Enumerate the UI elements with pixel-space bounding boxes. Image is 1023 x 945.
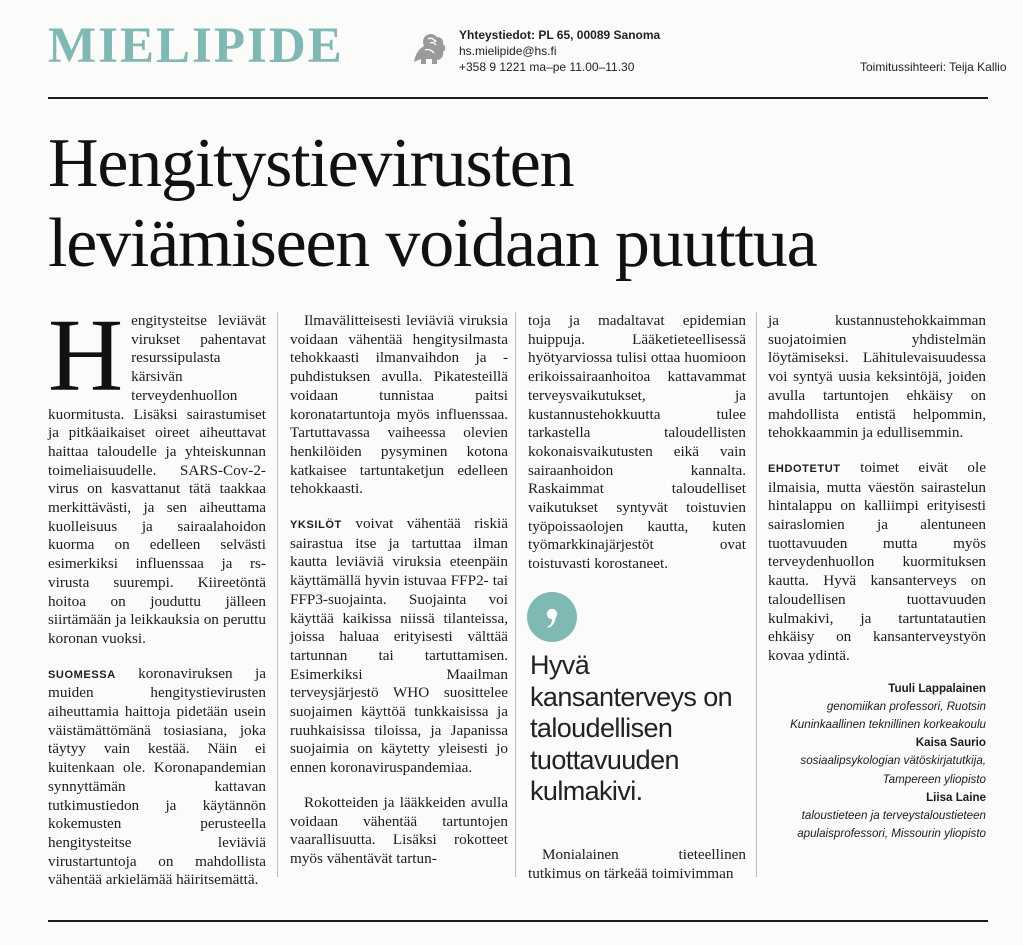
headline-line-2: leviämiseen voidaan puuttua <box>48 205 817 282</box>
paragraph: Ilmavälitteisesti leviäviä viruksia voidaan vähentää hengitysilmasta tehokkaasti ilmanvaihdon ja -puhdistuksen avulla. Pikatesteillä voidaan tunnistaa paitsi koronatartuntoja myös influenssaa. Tartuttavassa vaiheessa olevien henkilöiden pysyminen kotona katkaisee tartuntaketjun edelleen tehokkaasti. <box>290 312 508 498</box>
paragraph <box>290 515 508 778</box>
headline-line-1: Hengitystievirusten <box>48 125 574 202</box>
contact-email[interactable]: hs.mielipide@hs.fi <box>459 44 557 58</box>
contact-address: Yhteystiedot: PL 65, 00089 Sanoma <box>459 28 661 42</box>
bottom-divider <box>48 920 988 922</box>
column-2 <box>290 312 508 885</box>
column-divider <box>756 312 757 877</box>
signature-name: Liisa Laine <box>926 790 986 804</box>
signature-title: taloustieteen ja terveystaloustieteen apulaisprofessori, Missourin yliopisto <box>797 809 986 841</box>
top-divider <box>48 97 988 99</box>
paragraph-text: engitysteitse leviävät virukset pahentavat resurssipulasta kärsivän terveydenhuollon kuormitusta. Lisäksi sairastumiset ja pitkäaikaiset oireet aiheuttavat haittaa taloudelle ja yhteiskunnan toimeliaisuudelle. SARS-Cov-2-virus on kasvattanut tätä taakkaa merkittävästi, ja sen aiheuttama kuolleisuus ja sairaalahoidon kuorma on edelleen selvästi esimerkiksi influenssaa ja rs-virusta suurempi. Kiireetöntä hoitoa on jouduttu jälleen siirtämään ja leikkauksia on peruttu koronan vuoksi. <box>48 312 266 647</box>
paragraph: Monialainen tieteellinen tutkimus on tärkeää toimivimman <box>528 846 746 882</box>
lion-emblem-icon <box>408 28 450 70</box>
paragraph <box>768 459 986 666</box>
column-1 <box>48 298 266 906</box>
contact-info <box>459 27 660 75</box>
column-4 <box>768 312 986 843</box>
drop-cap: H <box>48 298 124 413</box>
lead-in: YKSILÖT <box>290 519 342 532</box>
signatures <box>768 680 986 844</box>
editor-credit: Toimitussihteeri: Teija Kallio <box>860 60 1007 74</box>
column-divider <box>277 312 278 877</box>
paragraph-text: voivat vähentää riskiä sairastua itse ja tartuttaa ilman kautta leviäviä viruksia eteenpäin käyttämällä hyvin istuvaa FFP2- tai FFP3-suojainta. Suojainta voi käyttää kaikissa niissä tilanteissa, joissa haluaa erityisesti välttää tartunnan tai tartuttamisen. Esimerkiksi Maailman terveysjärjestö WHO suosittelee suojaimen käyttöä tunkkaisissa ja ruuhkaisissa tiloissa, ja Japanissa suojaimia on käytetty yleisesti jo ennen koronaviruspandemiaa. <box>290 515 508 777</box>
pull-quote: Hyvä kansanterveys on taloudellisen tuottavuuden kulmakivi. <box>530 650 733 806</box>
column-3-end <box>528 846 746 883</box>
paragraph-text: toimet eivät ole ilmaisia, mutta väestön sairastelun hintalappu on kalliimpi erityisesti sairaslomien ja alentuneen tuottavuuden mutta myös terveydenhuollon kuormituksen kautta. Hyvä kansanterveys on taloudellisen tuottavuuden kulmakivi, ja tartuntatautien ehkäisy on kansanterveystyön kovaa ydintä. <box>768 458 986 664</box>
column-3 <box>528 312 746 590</box>
paragraph: Rokotteiden ja lääkkeiden avulla voidaan vähentää tartuntojen vaarallisuutta. Lisäksi rokotteet myös vähentävät tartun- <box>290 793 508 867</box>
paragraph: ja kustannustehokkaimman suojatoimien yhdistelmän löytämiseksi. Lähitulevaisuudessa voi syntyä uusia keksintöjä, joiden avulla tartuntojen ehkäisy on mahdollista entistä helpommin, tehokkaammin ja edullisemmin. <box>768 312 986 442</box>
lead-in: EHDOTETUT <box>768 462 841 475</box>
signature-title: sosiaalipsykologian vätöskirjatutkija, Tampereen yliopisto <box>800 754 986 786</box>
signature-name: Tuuli Lappalainen <box>888 681 986 695</box>
signature-title: genomiikan professori, Ruotsin Kuninkaallinen teknillinen korkeakoulu <box>790 699 986 732</box>
signature-name: Kaisa Saurio <box>915 736 986 750</box>
lead-in: SUOMESSA <box>48 668 116 681</box>
paragraph: toja ja madaltavat epidemian huippuja. Lääketieteellisessä hyötyarviossa tulisi ottaa huomioon erikoissairaanhoitoa kattavammat terveysvaikutukset, ja kustannustehokkuutta tulee tarkastella taloudellisten kokonaisvaikutusten eikä vain sairaanhoidon kannalta. Raskaimmat taloudelliset vaikutukset syntyvät toistuvien työpoissaolojen kautta, kuten työmarkkinajärjestöt ovat toistuvasti korostaneet. <box>528 312 746 573</box>
masthead <box>0 0 1023 98</box>
paragraph-text: koronaviruksen ja muiden hengitystievirusten aiheuttamia haittoja pidetään usein väistämättömänä tosiasiana, joka täytyy vain kestää. Näin ei kuitenkaan ole. Koronapandemian synnyttämän kattavan tutkimustiedon ja käytännön kokemusten perusteella hengitysteitse leviäviä virustartuntoja on mahdollista vähentää arkielämää häiritsemättä. <box>48 664 266 889</box>
quote-mark-icon <box>527 592 577 642</box>
paragraph <box>48 298 266 649</box>
article-headline <box>48 124 998 284</box>
section-name: MIELIPIDE <box>48 18 344 74</box>
paragraph <box>48 665 266 890</box>
column-divider <box>515 312 516 877</box>
contact-phone: +358 9 1221 ma–pe 11.00–11.30 <box>459 60 635 74</box>
